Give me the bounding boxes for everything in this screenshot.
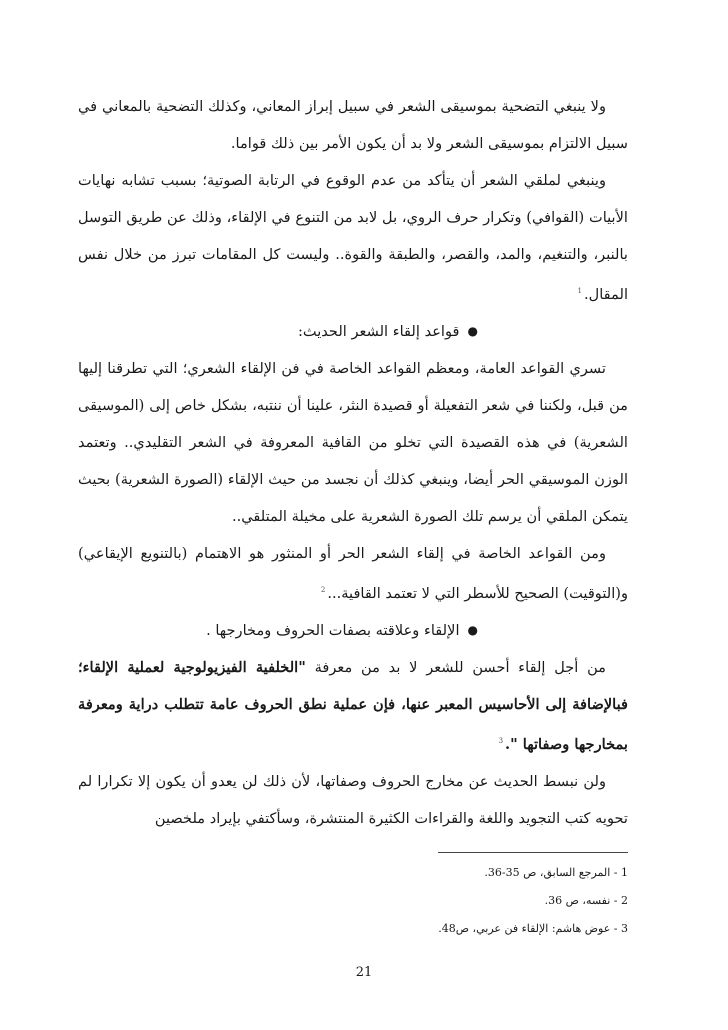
paragraph-2 [78, 162, 628, 313]
paragraph-3 [78, 350, 628, 535]
paragraph-6-text: ولن نبسط الحديث عن مخارج الحروف وصفاتها، لأن ذلك لن يعدو أن يكون إلا تكرارا لم تحويه كتب التجويد واللغة والقراءات الكثيرة المنتشرة، وسأكتفي بإيراد ملخصين [78, 772, 628, 827]
section-heading-modern-poetry [78, 313, 628, 350]
heading-text: الإلقاء وعلاقته بصفات الحروف ومخارجها . [206, 621, 460, 639]
section-heading-letters [78, 612, 628, 649]
paragraph-3-text: تسري القواعد العامة، ومعظم القواعد الخاصة في فن الإلقاء الشعري؛ التي تطرقنا إليها من قبل، ولكننا في شعر التفعيلة أو قصيدة النثر، علينا أن ننتبه، بشكل خاص إلى (الموسيقى الشعرية) في هذه القصيدة التي تخلو من القافية المعروفة في الشعر التقليدي.. وتعتمد الوزن الموسيقي الحر أيضا، وينبغي كذلك أن نجسد من حيث الإلقاء (الصورة الشعرية) بحيث يتمكن الملقي أن يرسم تلك الصورة الشعرية على مخيلة المتلقي.. [78, 359, 628, 525]
bullet-icon: ● [467, 622, 478, 637]
footnote-3: 3 - عوض هاشم: الإلقاء فن عربي، ص48. [438, 922, 628, 935]
paragraph-4 [78, 535, 628, 612]
footnote-ref-2: 2 [320, 585, 326, 594]
paragraph-5-text: من أجل إلقاء أحسن للشعر لا بد من معرفة [305, 658, 606, 676]
page-number: 21 [355, 965, 373, 980]
paragraph-5 [78, 649, 628, 763]
heading-text: قواعد إلقاء الشعر الحديث: [297, 322, 460, 340]
paragraph-2-text: وينبغي لملقي الشعر أن يتأكد من عدم الوقوع في الرتابة الصوتية؛ بسبب تشابه نهايات الأبيات (القوافي) وتكرار حرف الروي، بل لابد من التنوع في الإلقاء، وذلك عن طريق التوسل بالنبر، والتنغيم، والمد، والقصر، والطبقة والقوة.. وليست كل المقامات تبرز من خلال نفس المقال. [78, 172, 628, 303]
paragraph-4-text: ومن القواعد الخاصة في إلقاء الشعر الحر أو المنثور هو الاهتمام (بالتنويع الإيقاعي) و(التوقيت) الصحيح للأسطر التي لا تعتمد القافية... [78, 544, 628, 602]
paragraph-1-text: ولا ينبغي التضحية بموسيقى الشعر في سبيل إبراز المعاني، وكذلك التضحية بالمعاني في سبيل الالتزام بموسيقى الشعر ولا بد أن يكون الأمر بين ذلك قواما. [78, 98, 628, 152]
footnote-1: 1 - المرجع السابق، ص 35-36. [484, 866, 628, 879]
footnote-ref-1: 1 [577, 287, 582, 295]
footnotes [438, 852, 628, 943]
footnote-2: 2 - نفسه، ص 36. [544, 894, 628, 907]
bold-quote: "الخلفية الفيزيولوجية لعملية الإلقاء؛ فبالإضافة إلى الأحاسيس المعبر عنها، فإن عملية نطق الحروف عامة تتطلب دراية ومعرفة بمخارجها وصفاتها ". [78, 658, 628, 753]
bullet-icon: ● [467, 323, 478, 338]
body-text [78, 88, 628, 837]
paragraph-1 [78, 88, 628, 162]
footnote-ref-3: 3 [498, 736, 504, 745]
paragraph-6 [78, 763, 628, 837]
